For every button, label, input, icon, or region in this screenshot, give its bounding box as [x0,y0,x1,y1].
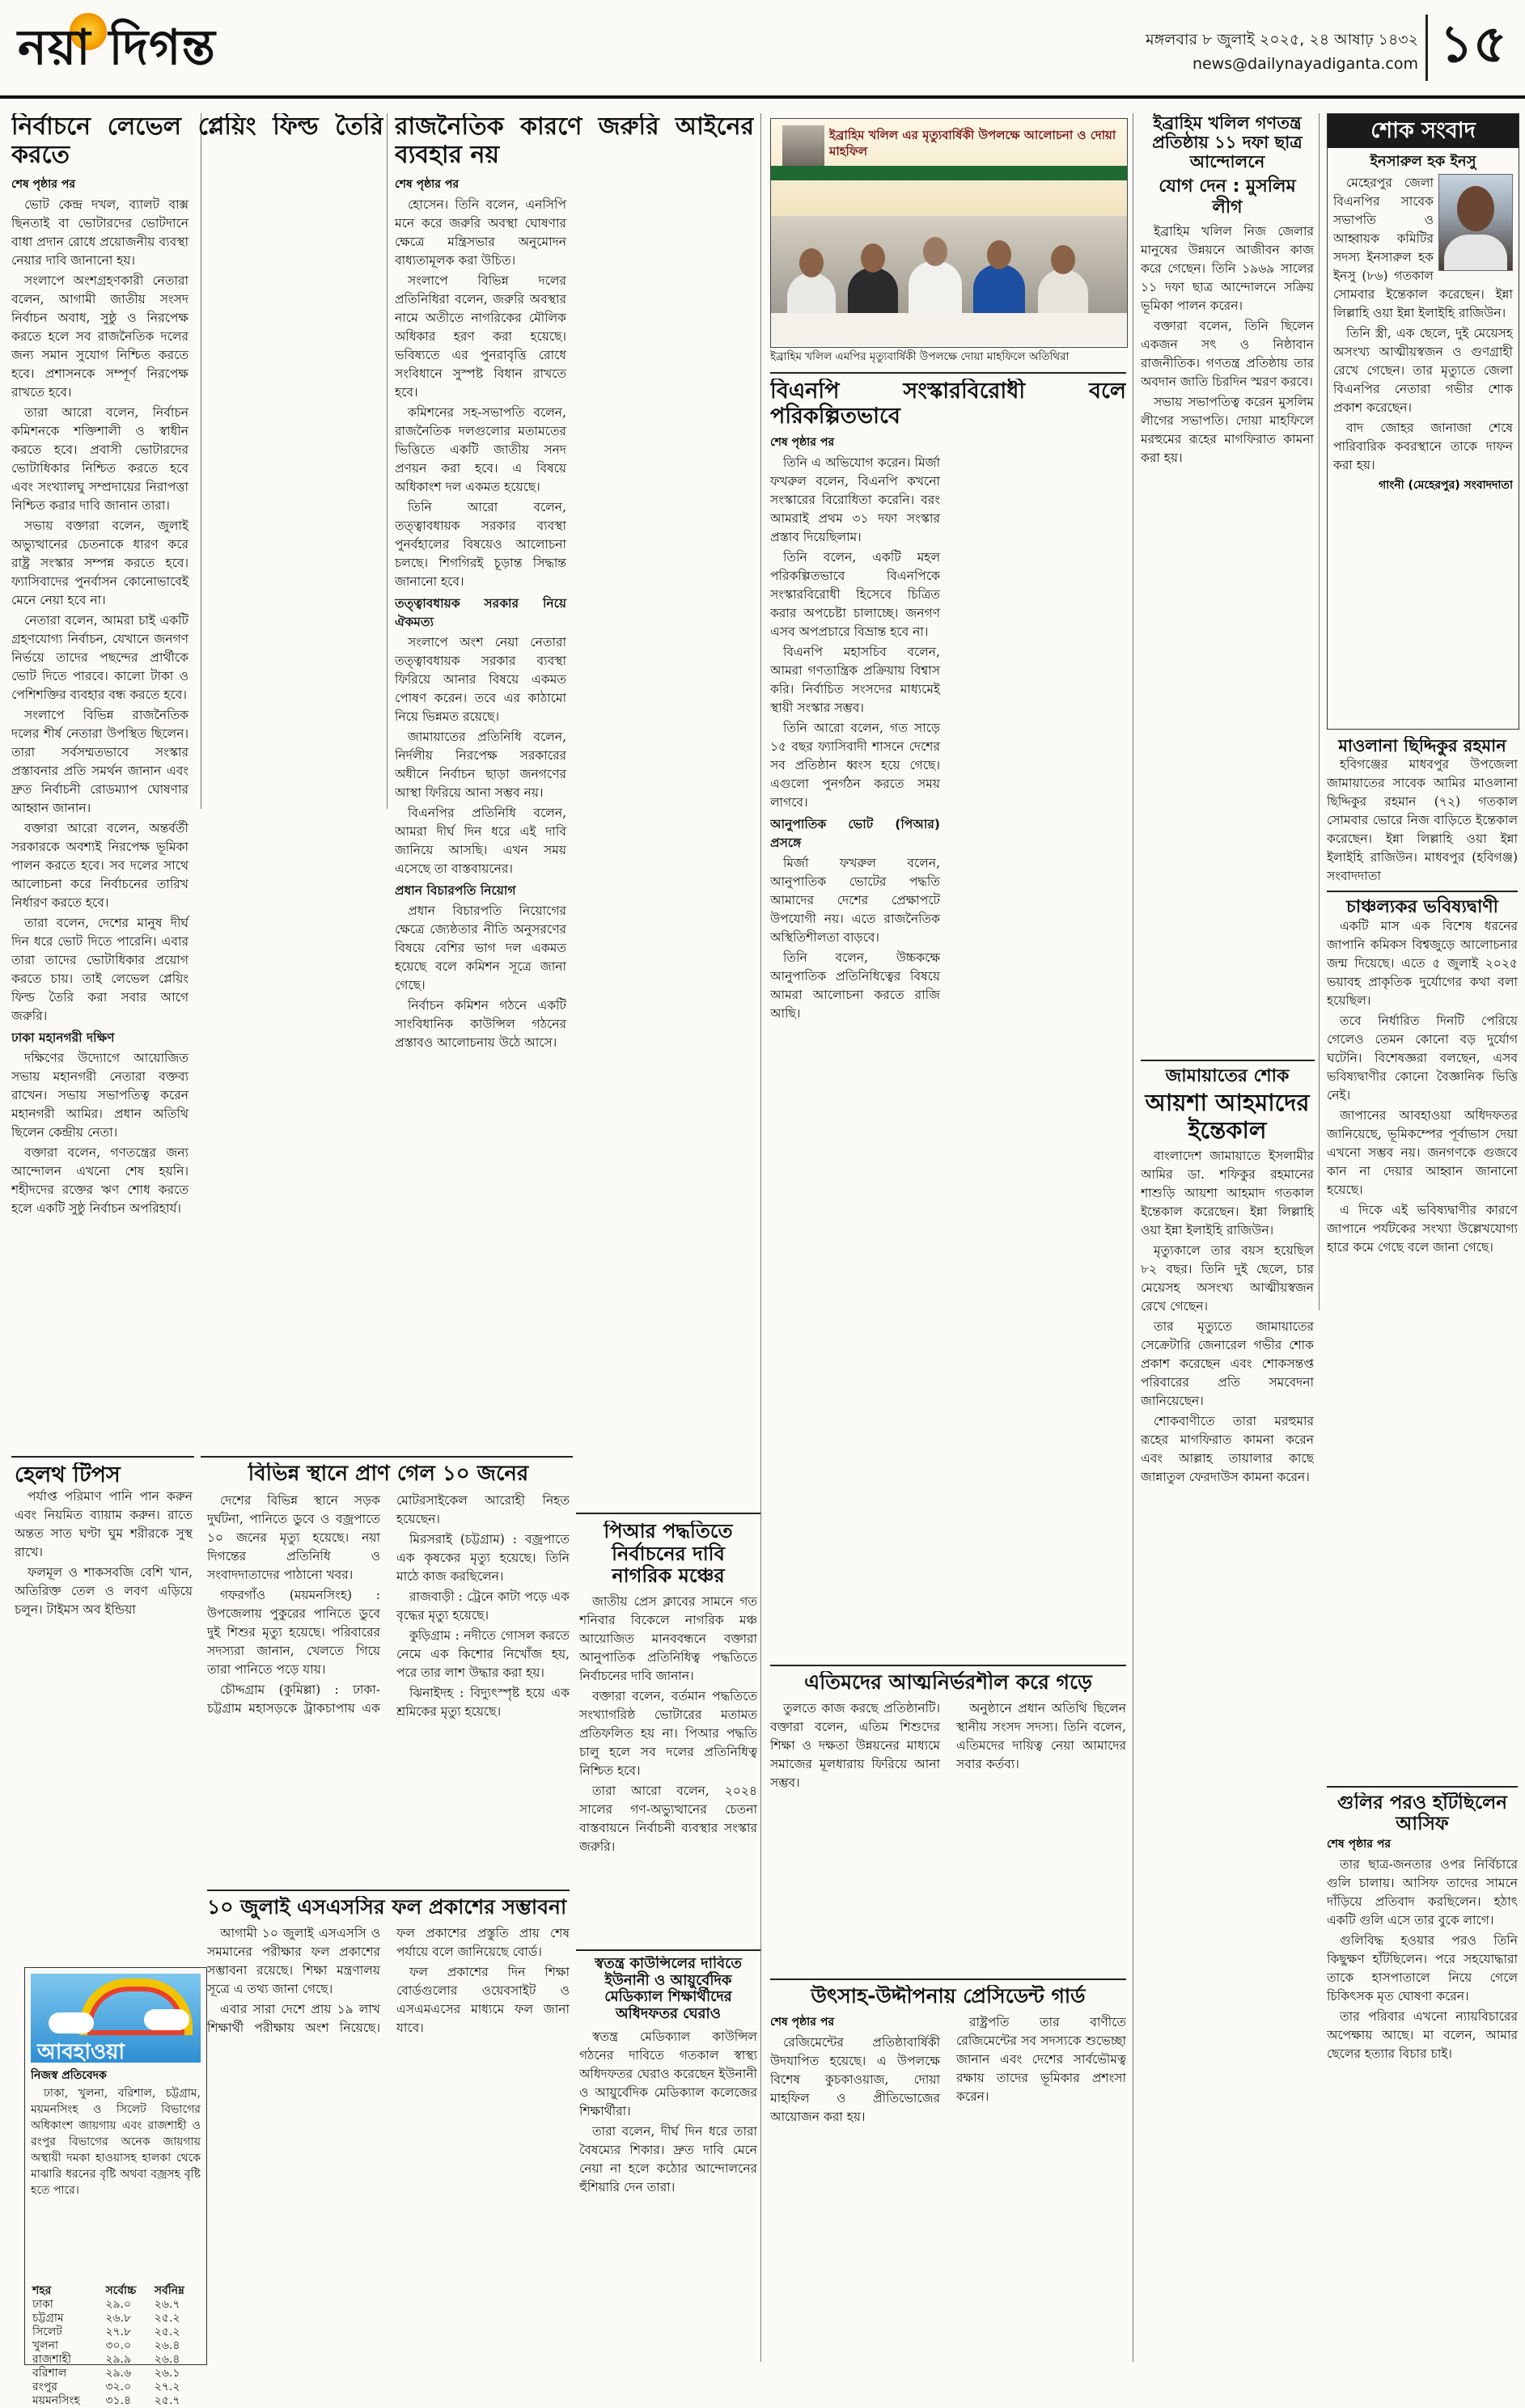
headline[interactable]: বিএনপি সংস্কারবিরোধী বলে পরিকল্পিতভাবে [770,379,1126,430]
max-cell: ২৯.৬ [105,2367,132,2380]
column-header: শহর [32,2284,52,2297]
table-row [31,2325,201,2339]
paragraph: মেহেরপুর জেলা বিএনপির সাবেক সভাপতি ও আহ্বায়ক কমিটির সদস্য ইনসারুল হক ইনসু (৮৬) গতকাল সোমবার ইন্তেকাল করেছেন। ইন্না লিল্লাহি ওয়া ইন্না ইলাইহি রাজিউন। [1333,175,1513,320]
headline[interactable]: রাজনৈতিক কারণে জরুরি আইনের ব্যবহার নয় [395,113,754,169]
paragraph: তিনি আরো বলেন, তত্ত্বাবধায়ক সরকার ব্যবস্থা পুনর্বহালের বিষয়েও আলোচনা চলছে। শিগগিরই চূড়ান্ত সিদ্ধান্ত জানানো হবে। [395,500,566,589]
subhead: তত্ত্বাবধায়ক সরকার নিয়ে ঐকমত্য [395,596,566,629]
kicker: জামায়াতের শোক [1165,1066,1290,1086]
paragraph: দক্ষিণের উদ্যোগে আয়োজিত সভায় মহানগরী নেতারা বক্তব্য রাখেন। সভায় সভাপতিত্ব করেন মহানগরী আমির। প্রধান অতিথি ছিলেন কেন্দ্রীয় নেতা। [11,1051,189,1140]
paragraph: একটি মাস এক বিশেষ ধরনের জাপানি কমিকস বিশ্বজুড়ে আলোচনার জন্ম দিয়েছে। এতে ৫ জুলাই ২০২৫ ভয়াবহ প্রাকৃতিক দুর্যোগের কথা বলা হয়েছিল। [1327,919,1518,1009]
min-cell: ২৫.২ [154,2312,180,2325]
paragraph: মিরসরাই (চট্টগ্রাম) : বজ্রপাতে এক কৃষকের মৃত্যু হয়েছে। তিনি মাঠে কাজ করছিলেন। [396,1531,570,1584]
paragraph: জাপানের আবহাওয়া অধিদফতর জানিয়েছে, ভূমিকম্পের পূর্বাভাস দেয়া এখনো সম্ভব নয়। জনগণকে গুজবে কান না দেয়ার আহ্বান জানানো হয়েছে। [1327,1108,1518,1198]
obituary-content [1333,154,1513,720]
max-cell: ২৭.৮ [105,2325,132,2338]
weather-banner [31,1974,201,2063]
city-cell: খুলনা [32,2339,59,2352]
reporter-credit: নিজস্ব প্রতিবেদক [31,2069,107,2082]
headline[interactable]: বিভিন্ন স্থানে প্রাণ গেল ১০ জনের [248,1462,529,1486]
cloud-icon [49,2012,94,2033]
city-cell: বরিশাল [32,2367,67,2380]
paragraph: জামায়াতের প্রতিনিধি বলেন, নির্দলীয় নিরপেক্ষ সরকারের অধীনে নির্বাচন ছাড়া জনগণের আস্থা ফিরিয়ে আনা সম্ভব নয়। [395,730,566,800]
shirt [1444,235,1507,270]
headline[interactable]: ইব্রাহিম খলিল গণতন্ত্র প্রতিষ্ঠায় ১১ দফা ছাত্র আন্দোলনে [1152,113,1303,172]
head [987,240,1011,269]
headline[interactable]: হেলথ টিপস [15,1462,121,1488]
section-rule [11,1456,194,1458]
max-cell: ৩১.৪ [105,2394,132,2407]
paragraph: ঢাকা, খুলনা, বরিশাল, চট্টগ্রাম, ময়মনসিংহ ও সিলেট বিভাগের অধিকাংশ জায়গায় এবং রাজশাহী ও রংপুর বিভাগের অনেক জায়গায় অস্থায়ী দমকা হাওয়াসহ হালকা থেকে মাঝারি ধরনের বৃষ্টি অথবা বজ্রসহ বৃষ্টি হতে পারে। [31,2087,201,2197]
paragraph: ফলমূল ও শাকসবজি বেশি খান, অতিরিক্ত তেল ও লবণ এড়িয়ে চলুন। টাইমস অব ইন্ডিয়া [15,1565,193,1618]
column-header: সর্বনিম্ন [154,2284,184,2297]
max-cell: ৩০.০ [105,2339,132,2352]
paragraph: তারা আরো বলেন, নির্বাচন কমিশনকে শক্তিশালী ও স্বাধীন করতে হবে। প্রবাসী ভোটারদের ভোটাধিকার নিশ্চিত করতে হবে এবং সংখ্যালঘু সম্প্রদায়ের নিরাপত্তা নিশ্চিত করার দাবি জানান তারা। [11,405,189,513]
paragraph: বিএনপির প্রতিনিধি বলেন, আমরা দীর্ঘ দিন ধরে এই দাবি জানিয়ে আসছি। এখন সময় এসেছে তা বাস্তবায়নের। [395,806,566,876]
headline[interactable]: স্বতন্ত্র কাউন্সিলের দাবিতে ইউনানী ও আয়ুর্বেদিক মেডিক্যাল শিক্ষার্থীদের অধিদফতর ঘেরাও [595,1956,742,2023]
paragraph: পর্যাপ্ত পরিমাণ পানি পান করুন এবং নিয়মিত ব্যায়াম করুন। রাতে অন্তত সাত ঘণ্টা ঘুম শরীরকে সুস্থ রাখে। [15,1489,193,1560]
paragraph: মির্জা ফখরুল বলেন, আনুপাতিক ভোটের পদ্ধতি আমাদের দেশের প্রেক্ষাপটে উপযোগী নয়। এতে রাজনৈতিক অস্থিতিশীলতা বাড়বে। [770,856,940,946]
min-cell: ২৬.৭ [154,2298,180,2311]
city-cell: রাজশাহী [32,2353,71,2366]
story-ssc-result [207,1896,570,2360]
paragraph: অনুষ্ঠানে প্রধান অতিথি ছিলেন স্থানীয় সংসদ সদস্য। তিনি বলেন, এতিমদের দায়িত্ব নেয়া আমাদের সবার কর্তব্য। [956,1700,1126,1771]
paragraph: সংলাপে বিভিন্ন দলের প্রতিনিধিরা বলেন, জরুরি অবস্থার নামে অতীতে নাগরিকের মৌলিক অধিকার হরণ করা হয়েছে। ভবিষ্যতে এর পুনরাবৃত্তি রোধে সংবিধানে সুস্পষ্ট বিধান রাখতে হবে। [395,273,566,400]
section-rule [1327,891,1518,892]
headline[interactable]: ১০ জুলাই এসএসসির ফল প্রকাশের সম্ভাবনা [207,1896,567,1919]
section-rule [1141,1060,1315,1061]
paragraph: এবার সারা দেশে প্রায় ১৯ লাখ শিক্ষার্থী পরীক্ষায় অংশ নিয়েছে। ফল প্রকাশের প্রস্তুতি প্রায় শেষ পর্যায়ে বলে জানিয়েছে বোর্ড। [207,1925,570,2035]
head [1051,245,1075,274]
paragraph: রেজিমেন্টের প্রতিষ্ঠাবার্ষিকী উদযাপিত হয়েছে। এ উপলক্ষে বিশেষ কুচকাওয়াজ, দোয়া মাহফিল ও প্রীতিভোজের আয়োজন করা হয়। [770,2034,940,2124]
min-cell: ২৬.৪ [154,2339,180,2352]
paragraph: সংলাপে অংশ নেয়া নেতারা তত্ত্বাবধায়ক সরকার ব্যবস্থা ফিরিয়ে আনার বিষয়ে একমত পোষণ করেন। তবে এর কাঠামো নিয়ে ভিন্নমত রয়েছে। [395,635,566,724]
health-tips [15,1462,193,1648]
paragraph: বক্তারা বলেন, তিনি ছিলেন একজন সৎ ও নিষ্ঠাবান রাজনীতিক। গণতন্ত্র প্রতিষ্ঠায় তার অবদান জাতি চিরদিন স্মরণ করবে। [1141,319,1314,390]
paragraph: তার ছাত্র-জনতার ওপর নির্বিচারে গুলি চালায়। আসিফ তাদের সামনে দাঁড়িয়ে প্রতিবাদ করছিলেন। হঠাৎ একটি গুলি এসে তার বুকে লাগে। [1327,1856,1518,1928]
paragraph: রাষ্ট্রপতি তার বাণীতে রেজিমেন্টের সব সদস্যকে শুভেচ্ছা জানান এবং দেশের সার্বভৌমত্ব রক্ষায় তাদের ভূমিকার প্রশংসা করেন। [956,2014,1126,2104]
headline[interactable]: চাঞ্চল্যকর ভবিষ্যদ্বাণী [1346,897,1498,918]
paragraph: স্বতন্ত্র মেডিক্যাল কাউন্সিল গঠনের দাবিতে গতকাল স্বাস্থ্য অধিদফতর ঘেরাও করেছেন ইউনানী ও আয়ুর্বেদিক মেডিক্যাল কলেজের শিক্ষার্থীরা। [579,2029,757,2118]
subheadline: যোগ দেন : মুসলিম লীগ [1159,176,1296,218]
story-orphans [770,1671,1126,1914]
paragraph: এ দিকে এই ভবিষ্যদ্বাণীর কারণে জাপানে পর্যটকের সংখ্যা উল্লেখযোগ্য হারে কমে গেছে বলে জানা গেছে। [1327,1203,1518,1255]
paragraph: সভায় বক্তারা বলেন, জুলাই অভ্যুত্থানের চেতনাকে ধারণ করে রাষ্ট্র সংস্কার সম্পন্ন করতে হবে। ফ্যাসিবাদের পুনর্বাসন কোনোভাবেই মেনে নেয়া হবে না। [11,518,189,607]
photo-banner [771,119,1127,216]
paragraph: তিনি স্ত্রী, এক ছেলে, দুই মেয়েসহ অসংখ্য আত্মীয়স্বজন ও গুণগ্রাহী রেখে গেছেন। তার মৃত্যুতে জেলা বিএনপির নেতারা গভীর শোক প্রকাশ করেছেন। [1333,325,1513,415]
min-cell: ২৬.১ [154,2367,180,2380]
paragraph: সংলাপে অংশগ্রহণকারী নেতারা বলেন, আগামী জাতীয় সংসদ নির্বাচন অবাধ, সুষ্ঠু ও নিরপেক্ষ করতে হলে সব রাজনৈতিক দলের জন্য সমান সুযোগ নিশ্চিত করতে হবে। প্রশাসনকে সম্পূর্ণ নিরপেক্ষ রাখতে হবে। [11,273,189,400]
paragraph: তুলতে কাজ করছে প্রতিষ্ঠানটি। বক্তারা বলেন, এতিম শিশুদের শিক্ষা ও দক্ষতা উন্নয়নের মাধ্যমে সমাজের মূলধারায় ফিরিয়ে আনা সম্ভব। [770,1700,940,1790]
section-rule [207,1890,570,1891]
paragraph: বাদ জোহর জানাজা শেষে পারিবারিক কবরস্থানে তাকে দাফন করা হয়। [1333,420,1513,472]
paragraph: প্রধান বিচারপতি নিয়োগের ক্ষেত্রে জ্যেষ্ঠতার নীতি অনুসরণের বিষয়ে বেশির ভাগ দল একমত হয়েছে বলে কমিশন সূত্রে জানা গেছে। [395,904,566,992]
continued-label: শেষ পৃষ্ঠার পর [1327,1837,1392,1851]
issue-date: মঙ্গলবার ৮ জুলাই ২০২৫, ২৪ আষাঢ় ১৪৩২ [1146,31,1418,49]
paragraph: তারা আরো বলেন, ২০২৪ সালের গণ-অভ্যুত্থানের চেতনা বাস্তবায়নে নির্বাচনী ব্যবস্থার সংস্কার জরুরি। [579,1783,757,1854]
max-cell: ২৬.৮ [105,2312,132,2325]
paragraph: তার মৃত্যুতে জামায়াতের সেক্রেটারি জেনারেল গভীর শোক প্রকাশ করেছেন এবং শোকসন্তপ্ত পরিবারের প্রতি সমবেদনা জানিয়েছেন। [1141,1318,1314,1408]
paragraph: বক্তারা বলেন, গণতন্ত্রের জন্য আন্দোলন এখনো শেষ হয়নি। শহীদদের রক্তের ঋণ শোধ করতে হলে একটি সুষ্ঠু নির্বাচন অপরিহার্য। [11,1145,189,1216]
headline[interactable]: উৎসাহ-উদ্দীপনায় প্রেসিডেন্ট গার্ড [811,1985,1086,2008]
paragraph: ঝিনাইদহ : বিদ্যুৎস্পৃষ্ট হয়ে এক শ্রমিকের মৃত্যু হয়েছে। [396,1685,570,1719]
weather-report [31,2067,201,2281]
section-rule [770,1978,1126,1980]
paragraph: গফরগাঁও (ময়মনসিংহ) : উপজেলায় পুকুরের পানিতে ডুবে দুই শিশুর মৃত্যু হয়েছে। পরিবারের সদস্যরা জানান, খেলতে গিয়ে তারা পানিতে পড়ে যায়। [207,1587,380,1677]
paragraph: জাতীয় প্রেস ক্লাবের সামনে গত শনিবার বিকেলে নাগরিক মঞ্চ আয়োজিত মানববন্ধনে বক্তারা আনুপাতিক প্রতিনিধিত্ব পদ্ধতিতে নির্বাচনের দাবি জানান। [579,1593,757,1683]
weather-table [31,2284,201,2408]
story-asif [1327,1792,1518,2359]
min-cell: ২৫.৭ [154,2394,180,2407]
max-cell: ৩২.০ [105,2380,132,2393]
continued-label: শেষ পৃষ্ঠার পর [11,178,76,191]
story-emergency-law [395,113,754,1448]
continued-label: শেষ পৃষ্ঠার পর [770,2015,835,2029]
paragraph: তিনি আরো বলেন, গত সাড়ে ১৫ বছর ফ্যাসিবাদী শাসনে দেশের সব প্রতিষ্ঠান ধ্বংস হয়ে গেছে। এগুলো পুনর্গঠন করতে সময় লাগবে। [770,721,940,810]
story-bnp-reform [770,379,1126,1365]
table-header-row [31,2284,201,2298]
min-cell: ২৬.৪ [154,2353,180,2366]
story-pr-system [579,1521,757,1925]
story-level-playing-field [11,113,383,1448]
paragraph: বক্তারা আরো বলেন, অন্তর্বর্তী সরকারকে অবশ্যই নিরপেক্ষ ভূমিকা পালন করতে হবে। সব দলের সাথে আলোচনা করে নির্বাচনের তারিখ নির্ধারণ করতে হবে। [11,821,189,910]
newspaper-logo[interactable] [18,15,216,87]
paragraph: গুলিবিদ্ধ হওয়ার পরও তিনি কিছুক্ষণ হাঁটছিলেন। পরে সহযোদ্ধারা তাকে হাসপাতালে নিয়ে গেলে চিকিৎসক মৃত ঘোষণা করেন। [1327,1932,1518,2004]
paragraph: তিনি এ অভিযোগ করেন। মির্জা ফখরুল বলেন, বিএনপি কখনো সংস্কারের বিরোধিতা করেনি। বরং আমরাই প্রথম ৩১ দফা সংস্কার প্রস্তাব দিয়েছিলাম। [770,455,940,545]
reporter-credit: গাংনী (মেহেরপুর) সংবাদদাতা [1379,478,1513,492]
paragraph: নেতারা বলেন, আমরা চাই একটি গ্রহণযোগ্য নির্বাচন, যেখানে জনগণ নির্ভয়ে তাদের পছন্দের প্রার্থীকে ভোট দিতে পারবে। কালো টাকা ও পেশিশক্তির ব্যবহার বন্ধ করতে হবে। [11,613,189,702]
face [1457,186,1494,231]
section-rule [201,1456,573,1458]
city-cell: ঢাকা [32,2298,53,2311]
subhead: প্রধান বিচারপতি নিয়োগ [395,883,516,898]
banner-text: ইব্রাহিম খলিল এর মৃত্যুবার্ষিকী উপলক্ষে আলোচনা ও দোয়া মাহফিল [829,128,1116,159]
paragraph: দেশের বিভিন্ন স্থানে সড়ক দুর্ঘটনা, পানিতে ডুবে ও বজ্রপাতে ১০ জনের মৃত্যু হয়েছে। নয়া দিগন্তের প্রতিনিধি ও সংবাদদাতাদের পাঠানো খবর। [207,1492,380,1582]
max-cell: ২৯.৯ [105,2353,132,2366]
head [923,237,947,266]
obituary-name: ইনসারুল হক ইনসু [1370,154,1476,170]
briefs-column [1327,736,1518,1553]
head [799,248,824,277]
paragraph: কুড়িগ্রাম : নদীতে গোসল করতে নেমে এক কিশোর নিখোঁজ হয়, পরে তার লাশ উদ্ধার করা হয়। [396,1627,570,1680]
paragraph: শোকবাণীতে তারা মরহুমার রূহের মাগফিরাত কামনা করেন এবং আল্লাহ তায়ালার কাছে জান্নাতুল ফেরদাউস কামনা করেন। [1141,1413,1314,1484]
section-rule [576,1949,760,1951]
table-cloth [771,313,1127,345]
table-row [31,2312,201,2325]
min-cell: ২৫.২ [154,2325,180,2338]
paragraph: রাজবাড়ী : ট্রেনে কাটা পড়ে এক বৃদ্ধের মৃত্যু হয়েছে। [396,1589,570,1623]
section-rule [770,1665,1126,1666]
city-cell: ময়মনসিংহ [32,2394,80,2407]
paragraph: ইব্রাহিম খলিল নিজ জেলার মানুষের উন্নয়নে আজীবন কাজ করে গেছেন। তিনি ১৯৬৯ সালের ১১ দফা ছাত্র আন্দোলনে সক্রিয় ভূমিকা পালন করেন। [1141,224,1314,314]
paragraph: নির্বাচন কমিশন গঠনে একটি সাংবিধানিক কাউন্সিল গঠনের প্রস্তাবও আলোচনায় উঠে আসে। [395,998,566,1050]
paragraph: তিনি বলেন, উচ্চকক্ষে আনুপাতিক প্রতিনিধিত্বের বিষয়ে আমরা আলোচনা করতে রাজি আছি। [770,950,940,1022]
paragraph: কমিশনের সহ-সভাপতি বলেন, রাজনৈতিক দলগুলোর মতামতের ভিত্তিতে একটি জাতীয় সনদ প্রণয়ন করা হবে। এ বিষয়ে অধিকাংশ দল একমত হয়েছে। [395,405,566,494]
page-number: ১৫ [1425,15,1519,81]
section-rule [576,1513,760,1514]
headline[interactable]: নির্বাচনে লেভেল প্লেয়িং ফিল্ড তৈরি করতে [11,113,383,169]
paragraph: তারা বলেন, দীর্ঘ দিন ধরে তারা বৈষম্যের শিকার। দ্রুত দাবি মেনে নেয়া না হলে কঠোর আন্দোলনের হুঁশিয়ারি দেন তারা। [579,2123,757,2194]
paragraph: তবে নির্ধারিত দিনটি পেরিয়ে গেলেও তেমন কোনো বড় দুর্যোগ ঘটেনি। বিশেষজ্ঞরা বলছেন, এসব ভবিষ্যদ্বাণীর কোনো বৈজ্ঞানিক ভিত্তি নেই। [1327,1014,1518,1103]
logo-text: নয়া দিগন্ত [18,19,216,76]
column-header: সর্বোচ্চ [105,2284,137,2297]
subhead: ঢাকা মহানগরী দক্ষিণ [11,1030,115,1045]
paragraph: হোসেন। তিনি বলেন, এনসিপি মনে করে জরুরি অবস্থা ঘোষণার ক্ষেত্রে মন্ত্রিসভার অনুমোদন বাধ্যতামূলক করা উচিত। [395,197,566,268]
story-ten-dead [207,1462,570,1883]
min-cell: ২৭.২ [154,2380,180,2393]
table-row [31,2394,201,2408]
photo-caption: ইব্রাহিম খলিল এমপির মৃত্যুবার্ষিকী উপলক্ষে দোয়া মাহফিলে অতিথিরা [770,350,1070,363]
headline[interactable]: পিআর পদ্ধতিতে নির্বাচনের দাবি নাগরিক মঞ্চের [604,1521,733,1588]
table-row [31,2380,201,2394]
masthead-rule [0,95,1525,99]
masthead [0,0,1525,95]
section-rule [1327,1786,1518,1788]
headline[interactable]: আয়শা আহমাদের ইন্তেকাল [1145,1089,1310,1144]
table-row [31,2298,201,2312]
paragraph: আগামী ১০ জুলাই এসএসসি ও সমমানের পরীক্ষার ফল প্রকাশের সম্ভাবনা রয়েছে। শিক্ষা মন্ত্রণালয় সূত্রে এ তথ্য জানা গেছে। [207,1925,380,1996]
story-ayesha-obituary [1141,1066,1314,2101]
photo-stage [771,216,1127,345]
obituary-title: শোক সংবাদ [1328,114,1519,148]
paragraph: বাংলাদেশ জামায়াতে ইসলামীর আমির ডা. শফিকুর রহমানের শাশুড়ি আয়শা আহমাদ গতকাল ইন্তেকাল করেছেন। ইন্না লিল্লাহি ওয়া ইন্না ইলাইহি রাজিউন। [1141,1148,1314,1238]
paragraph: সংলাপে বিভিন্ন রাজনৈতিক দলের শীর্ষ নেতারা উপস্থিত ছিলেন। তারা সর্বসম্মতভাবে সংস্কার প্রস্তাবনার প্রতি সমর্থন জানান এবং দ্রুত নির্বাচনী রোডম্যাপ ঘোষণার আহ্বান জানান। [11,708,189,815]
paragraph: চৌদ্দগ্রাম (কুমিল্লা) : ঢাকা-চট্টগ্রাম মহাসড়কে ট্রাকচাপায় এক মোটরসাইকেল আরোহী নিহত হয়েছেন। [207,1492,570,1716]
paragraph: বক্তারা বলেন, বর্তমান পদ্ধতিতে সংখ্যাগরিষ্ঠ ভোটারের মতামত প্রতিফলিত হয় না। পিআর পদ্ধতি চালু হলে সব দলের প্রতিনিধিত্ব নিশ্চিত হবে। [579,1688,757,1778]
obituary-photo [1438,174,1513,271]
head [861,243,885,273]
continued-label: শেষ পৃষ্ঠার পর [395,178,460,191]
paragraph: তিনি বলেন, একটি মহল পরিকল্পিতভাবে বিএনপিকে সংস্কারবিরোধী হিসেবে চিত্রিত করার অপচেষ্টা চালাচ্ছে। জনগণ এসব অপপ্রচারে বিভ্রান্ত হবে না। [770,550,940,640]
headline[interactable]: গুলির পরও হাঁটছিলেন আসিফ [1337,1792,1507,1835]
divider [387,113,388,809]
table-row [31,2353,201,2367]
continued-label: শেষ পৃষ্ঠার পর [770,436,835,450]
city-cell: সিলেট [32,2325,62,2338]
city-cell: চট্টগ্রাম [32,2312,64,2325]
paragraph: তার পরিবার এখনো ন্যায়বিচারের অপেক্ষায় আছে। মা বলেন, আমার ছেলের হত্যার বিচার চাই। [1327,2008,1518,2061]
paragraph: তারা বলেন, দেশের মানুষ দীর্ঘ দিন ধরে ভোট দিতে পারেনি। এবার তারা তাদের ভোটাধিকার প্রয়োগ করতে চায়। তাই লেভেল প্লেয়িং ফিল্ড তৈরি করা সবার আগে জরুরি। [11,916,189,1023]
divider [1319,113,1320,1310]
paragraph: ভোট কেন্দ্র দখল, ব্যালট বাক্স ছিনতাই বা ভোটারদের ভোটদানে বাধা প্রদান রোধে প্রয়োজনীয় ব্যবস্থা নেয়ার দাবি জানানো হয়। [11,197,189,268]
headline[interactable]: এতিমদের আত্মনির্ভরশীল করে গড়ে [804,1671,1092,1694]
city-cell: রংপুর [32,2380,57,2393]
headline[interactable]: মাওলানা ছিদ্দিকুর রহমান [1338,736,1506,755]
max-cell: ২৯.০ [105,2298,132,2311]
story-medical-students [579,1956,757,2360]
table-row [31,2339,201,2353]
paragraph: বিএনপি মহাসচিব বলেন, আমরা গণতান্ত্রিক প্রক্রিয়ায় বিশ্বাস করি। নির্বাচিত সংসদের মাধ্যমেই স্থায়ী সংস্কার সম্ভব। [770,645,940,716]
divider [760,113,761,2362]
banner-band [771,166,1127,180]
website-link[interactable]: news@dailynayadiganta.com [1192,55,1418,73]
subhead: আনুপাতিক ভোট (পিআর) প্রসঙ্গে [770,817,940,851]
weather-title: আবহাওয়া [37,2040,125,2064]
issue-info [1146,28,1418,76]
paragraph: মৃত্যুকালে তার বয়স হয়েছিল ৮২ বছর। তিনি দুই ছেলে, চার মেয়েসহ অসংখ্য আত্মীয়স্বজন রেখে গেছেন। [1141,1242,1314,1314]
cloud-icon [144,2009,189,2030]
story-ibrahim-khalil [1141,113,1314,1052]
paragraph: সভায় সভাপতিত্ব করেন মুসলিম লীগের সভাপতি। দোয়া মাহফিলে মরহুমের রূহের মাগফিরাত কামনা করা হয়। [1141,395,1314,466]
paragraph: ফল প্রকাশের দিন শিক্ষা বোর্ডগুলোর ওয়েবসাইট ও এসএমএসের মাধ্যমে ফল জানা যাবে। [396,1964,570,2035]
event-photo[interactable] [770,118,1128,348]
story-president-guard [770,1985,1126,2357]
section-rule [770,372,1126,374]
paragraph: হবিগঞ্জের মাধবপুর উপজেলা জামায়াতের সাবেক আমির মাওলানা ছিদ্দিকুর রহমান (৭২) গতকাল সোমবার ভোরে নিজ বাড়িতে ইন্তেকাল করেছেন। ইন্না লিল্লাহি ওয়া ইন্না ইলাইহি রাজিউন। মাধবপুর (হবিগঞ্জ) সংবাদদাতা [1327,757,1518,884]
